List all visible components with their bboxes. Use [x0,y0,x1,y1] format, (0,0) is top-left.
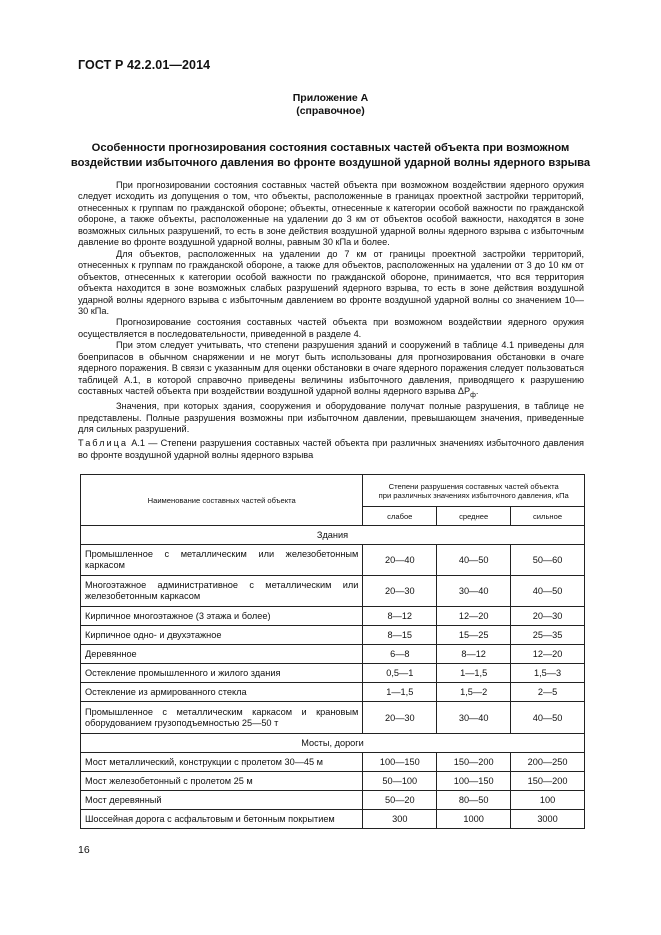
cell-weak: 6—8 [363,645,437,664]
cell-weak: 300 [363,810,437,829]
paragraph: Прогнозирование состояния составных частей объекта при возможном воздействии ядерного оружия осуществляется в последовательности, приведенной в разделе 4. [78,317,584,339]
row-name: Мост деревянный [81,791,363,810]
table-row [81,576,585,607]
table-row [81,683,585,702]
cell-strong: 40—50 [511,702,585,734]
cell-strong: 1,5—3 [511,664,585,683]
cell-medium: 100—150 [437,772,511,791]
table-row [81,626,585,645]
column-header-strong: сильное [511,507,585,526]
cell-strong: 150—200 [511,772,585,791]
row-name: Мост железобетонный с пролетом 25 м [81,772,363,791]
cell-medium: 1,5—2 [437,683,511,702]
section-row-bridges: Мосты, дороги [81,734,585,753]
cell-weak: 0,5—1 [363,664,437,683]
appendix-type: (справочное) [296,105,365,117]
paragraph: При прогнозировании состояния составных частей объекта при возможном воздействии ядерного оружия следует исходить из допущения о том, что объекты, расположенные в границах проектной застройки территорий, отнесенных к группам по гражданской обороне; объекты, отнесенные к категории особой важности по гражданской обороне, а также объекты, расположенные на удалении до 3 км от объектов особой важности, находятся в зоне возможных сильных разрушений, то есть в зоне действия воздушной ударной волны ядерного взрыва с избыточным давление во фронте воздушной ударной волны, равным 30 кПа и более. [78,180,584,248]
appendix-label: Приложение А [292,92,369,104]
cell-weak: 8—15 [363,626,437,645]
table-row [81,664,585,683]
table-row [81,702,585,734]
cell-weak: 100—150 [363,753,437,772]
row-name: Мост металлический, конструкции с пролетом 30—45 м [81,753,363,772]
destruction-table [80,474,585,829]
paragraph [78,340,584,401]
cell-strong: 100 [511,791,585,810]
cell-weak: 50—100 [363,772,437,791]
table-row [81,791,585,810]
cell-strong: 200—250 [511,753,585,772]
row-name: Шоссейная дорога с асфальтовым и бетонным покрытием [81,810,363,829]
cell-medium: 1000 [437,810,511,829]
table-caption-number: А.1 [131,438,146,448]
cell-weak: 20—30 [363,702,437,734]
section-row-buildings: Здания [81,526,585,545]
cell-medium: 80—50 [437,791,511,810]
table-row [81,753,585,772]
table-row [81,810,585,829]
table-caption [78,438,584,461]
row-name: Кирпичное многоэтажное (3 этажа и более) [81,607,363,626]
column-header-weak: слабое [363,507,437,526]
page-number: 16 [78,844,90,856]
cell-strong: 2—5 [511,683,585,702]
cell-strong: 25—35 [511,626,585,645]
row-name: Многоэтажное административное с металлическим или железобетонным каркасом [81,576,363,607]
table-caption-text: — Степени разрушения составных частей объекта при различных значениях избыточного давления во фронте воздушной ударной волны ядерного взрыва [78,438,584,460]
cell-medium: 40—50 [437,545,511,576]
body-text [78,180,584,436]
row-name: Остекление промышленного и жилого здания [81,664,363,683]
table-row [81,545,585,576]
table-row [81,607,585,626]
cell-weak: 1—1,5 [363,683,437,702]
cell-strong: 50—60 [511,545,585,576]
column-header-group-line1: Степени разрушения составных частей объекта [388,481,559,491]
cell-strong: 20—30 [511,607,585,626]
cell-weak: 20—30 [363,576,437,607]
paragraph-text: При этом следует учитывать, что степени разрушения зданий и сооружений в таблице 4.1 приведены для боеприпасов в обычном снаряжении и не могут быть использованы для прогнозирования обстановки в очаге ядерного поражения. В связи с указанным для оценки обстановки в очаге ядерного поражения следует пользоваться таблицей А.1, в которой справочно приведены величины избыточного давления, приводящего к разрушению составных частей объекта при воздействии воздушной ударной волны ядерного взрыва ΔP [78,340,584,397]
paragraph: Для объектов, расположенных на удалении до 7 км от границы проектной застройки территорий, отнесенных к группам по гражданской обороне, а также для объектов, расположенных на удалении от 3 до 10 км от объектов, отнесенных к категории особой важности по гражданской обороне, принимается, что вся территория объекта находится в зоне возможных слабых разрушений ядерного взрыва, то есть в зоне действия воздушной ударной волны ядерного взрыва с избыточным давлением во фронте воздушной ударной волны со значением 10—30 кПа. [78,248,584,316]
cell-medium: 30—40 [437,576,511,607]
cell-medium: 12—20 [437,607,511,626]
cell-weak: 8—12 [363,607,437,626]
cell-medium: 15—25 [437,626,511,645]
delta-p-subscript: ф [470,391,476,399]
row-name: Промышленное с металлическим каркасом и крановым оборудованием грузоподъемностью 25—50 т [81,702,363,734]
cell-strong: 3000 [511,810,585,829]
cell-medium: 1—1,5 [437,664,511,683]
appendix-title: Особенности прогнозирования состояния составных частей объекта при возможном воздействии избыточного давления во фронте воздушной ударной волны ядерного взрыва [70,142,591,169]
cell-medium: 8—12 [437,645,511,664]
table-row [81,772,585,791]
cell-weak: 50—20 [363,791,437,810]
table-row [81,645,585,664]
cell-medium: 150—200 [437,753,511,772]
row-name: Промышленное с металлическим или железобетонным каркасом [81,545,363,576]
column-header-group-line2: при различных значениях избыточного давления, кПа [378,490,569,500]
column-header-name: Наименование составных частей объекта [81,475,363,526]
row-name: Деревянное [81,645,363,664]
cell-medium: 30—40 [437,702,511,734]
column-header-group [363,475,585,507]
row-name: Остекление из армированного стекла [81,683,363,702]
cell-strong: 40—50 [511,576,585,607]
cell-strong: 12—20 [511,645,585,664]
row-name: Кирпичное одно- и двухэтажное [81,626,363,645]
table-caption-label: Таблица [78,438,129,448]
cell-weak: 20—40 [363,545,437,576]
paragraph: Значения, при которых здания, сооружения и оборудование получат полные разрушения, в таблице не представлены. Полные разрушения возможны при избыточном давлении, превышающем значения, приведенные для сильных разрушений. [78,401,584,435]
column-header-medium: среднее [437,507,511,526]
document-header: ГОСТ Р 42.2.01—2014 [78,58,211,72]
paragraph-end: . [475,386,479,397]
